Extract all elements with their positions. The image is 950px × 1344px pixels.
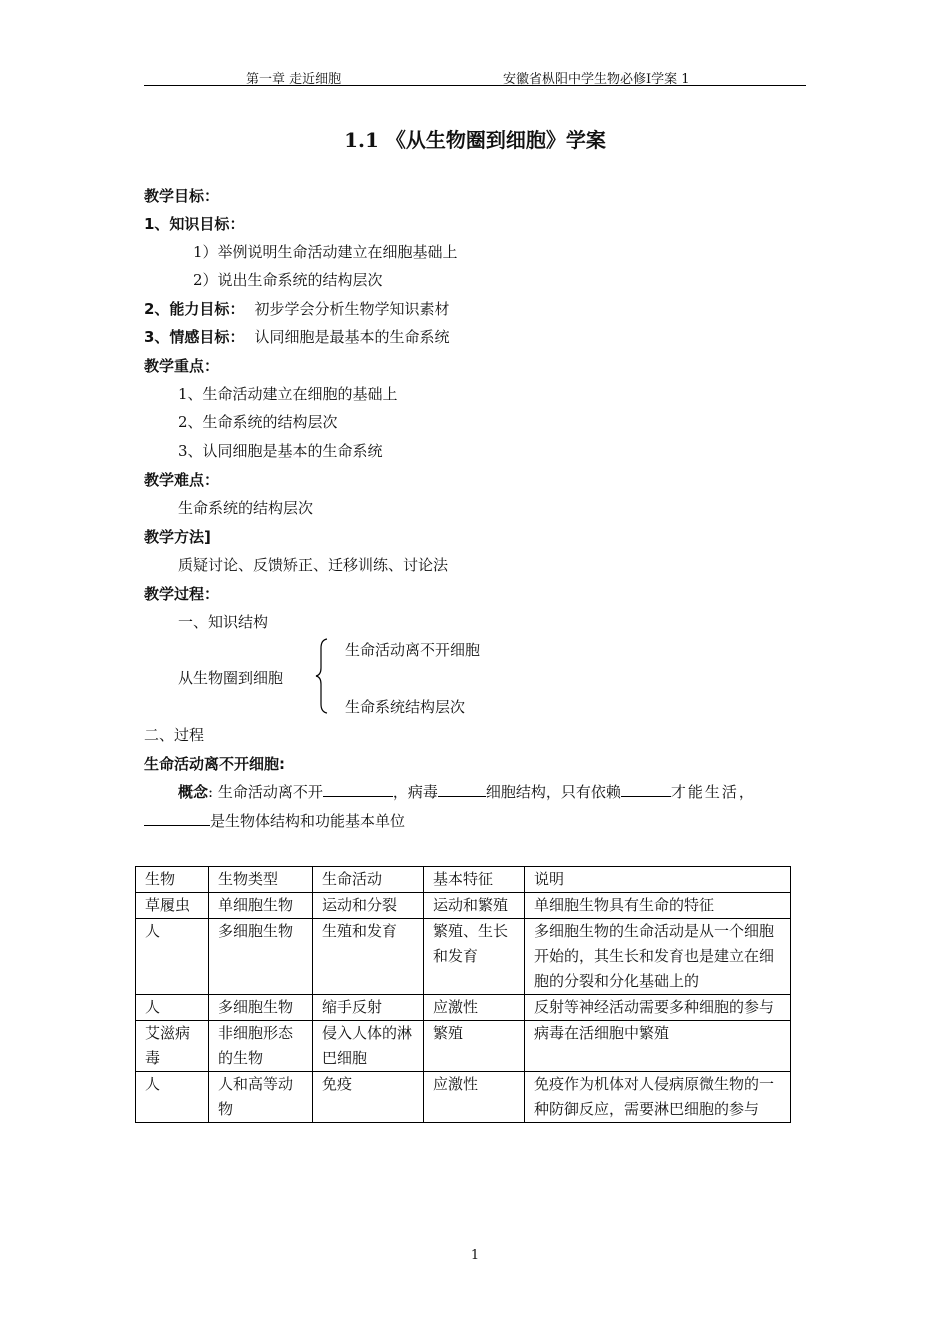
emotion-goal [144,327,449,347]
knowledge-goal-item: 1）举例说明生命活动建立在细胞基础上 [193,243,458,261]
table-cell: 繁殖 [424,1021,525,1072]
concept-line-2 [144,811,405,831]
table-row [136,995,791,1021]
difficulty-text: 生命系统的结构层次 [178,499,314,517]
organism-table [135,866,791,1123]
header-rule [144,85,806,86]
table-cell: 草履虫 [136,893,209,919]
table-cell: 病毒在活细胞中繁殖 [525,1021,791,1072]
table-cell: 运动和繁殖 [424,893,525,919]
ability-goal-label: 2、能力目标： [144,300,245,318]
process-heading: 教学过程： [144,585,220,603]
ability-goal-text: 初步学会分析生物学知识素材 [254,300,450,318]
table-cell: 应激性 [424,995,525,1021]
table-cell: 反射等神经活动需要多种细胞的参与 [525,995,791,1021]
table-cell: 生殖和发育 [313,919,424,995]
fill-blank[interactable] [144,811,210,826]
table-cell: 人和高等动物 [209,1072,313,1123]
goals-heading: 教学目标： [144,187,220,205]
knowledge-goal-item: 2）说出生命系统的结构层次 [193,271,383,289]
table-row [136,1021,791,1072]
table-cell: 人 [136,1072,209,1123]
table-header-cell: 生物 [136,867,209,893]
section-process: 二、过程 [144,726,205,744]
concept-text-5: 是生物体结构和功能基本单位 [210,812,406,830]
subheading-life-cell: 生命活动离不开细胞: [144,755,285,773]
page-title: 1.1 《从生物圈到细胞》学案 [344,128,606,152]
table-cell: 免疫 [313,1072,424,1123]
table-cell: 非细胞形态的生物 [209,1021,313,1072]
methods-text: 质疑讨论、反馈矫正、迁移训练、讨论法 [178,556,449,574]
concept-text-3: 细胞结构，只有依赖 [485,783,621,801]
table-cell: 运动和分裂 [313,893,424,919]
header-school: 安徽省枞阳中学生物必修I学案 1 [503,72,690,87]
table-cell: 多细胞生物的生命活动是从一个细胞开始的，其生长和发育也是建立在细胞的分裂和分化基础上的 [525,919,791,995]
table-cell: 单细胞生物具有生命的特征 [525,893,791,919]
table-cell: 多细胞生物 [209,919,313,995]
methods-heading: 教学方法] [144,528,211,546]
section-knowledge-structure: 一、知识结构 [178,613,269,631]
table-header-cell: 生命活动 [313,867,424,893]
table-header-cell: 基本特征 [424,867,525,893]
table-cell: 单细胞生物 [209,893,313,919]
table-cell: 侵入人体的淋巴细胞 [313,1021,424,1072]
table-cell: 免疫作为机体对人侵病原微生物的一种防御反应，需要淋巴细胞的参与 [525,1072,791,1123]
concept-text-2: ，病毒 [392,783,438,801]
structure-root: 从生物圈到细胞 [178,669,284,687]
table-cell: 缩手反射 [313,995,424,1021]
table-cell: 人 [136,919,209,995]
table-cell: 艾滋病毒 [136,1021,209,1072]
emotion-goal-text: 认同细胞是最基本的生命系统 [254,328,450,346]
concept-label: 概念 [178,783,209,801]
fill-blank[interactable] [621,782,671,797]
table-header-cell: 说明 [525,867,791,893]
table-row [136,893,791,919]
ability-goal [144,299,449,319]
key-point-item: 2、生命系统的结构层次 [178,413,338,431]
key-point-item: 1、生命活动建立在细胞的基础上 [178,385,398,403]
brace-icon [315,638,331,714]
fill-blank[interactable] [438,782,486,797]
difficulty-heading: 教学难点： [144,471,220,489]
concept-text-1: : 生命活动离不开 [208,783,323,801]
table-header-row [136,867,791,893]
fill-blank[interactable] [323,782,393,797]
key-point-item: 3、认同细胞是基本的生命系统 [178,442,383,460]
table-cell: 人 [136,995,209,1021]
table-cell: 多细胞生物 [209,995,313,1021]
knowledge-goal-heading: 1、知识目标： [144,215,245,233]
table-row [136,1072,791,1123]
concept-text-4: 才能生活， [670,783,756,801]
table-row [136,919,791,995]
table-cell: 应激性 [424,1072,525,1123]
key-points-heading: 教学重点： [144,357,220,375]
structure-branch-2: 生命系统结构层次 [345,698,466,716]
table-cell: 繁殖、生长和发育 [424,919,525,995]
concept-line [178,782,756,802]
table-header-cell: 生物类型 [209,867,313,893]
emotion-goal-label: 3、情感目标： [144,328,245,346]
page-number: 1 [470,1248,480,1263]
header-chapter: 第一章 走近细胞 [246,72,342,87]
structure-branch-1: 生命活动离不开细胞 [345,641,481,659]
